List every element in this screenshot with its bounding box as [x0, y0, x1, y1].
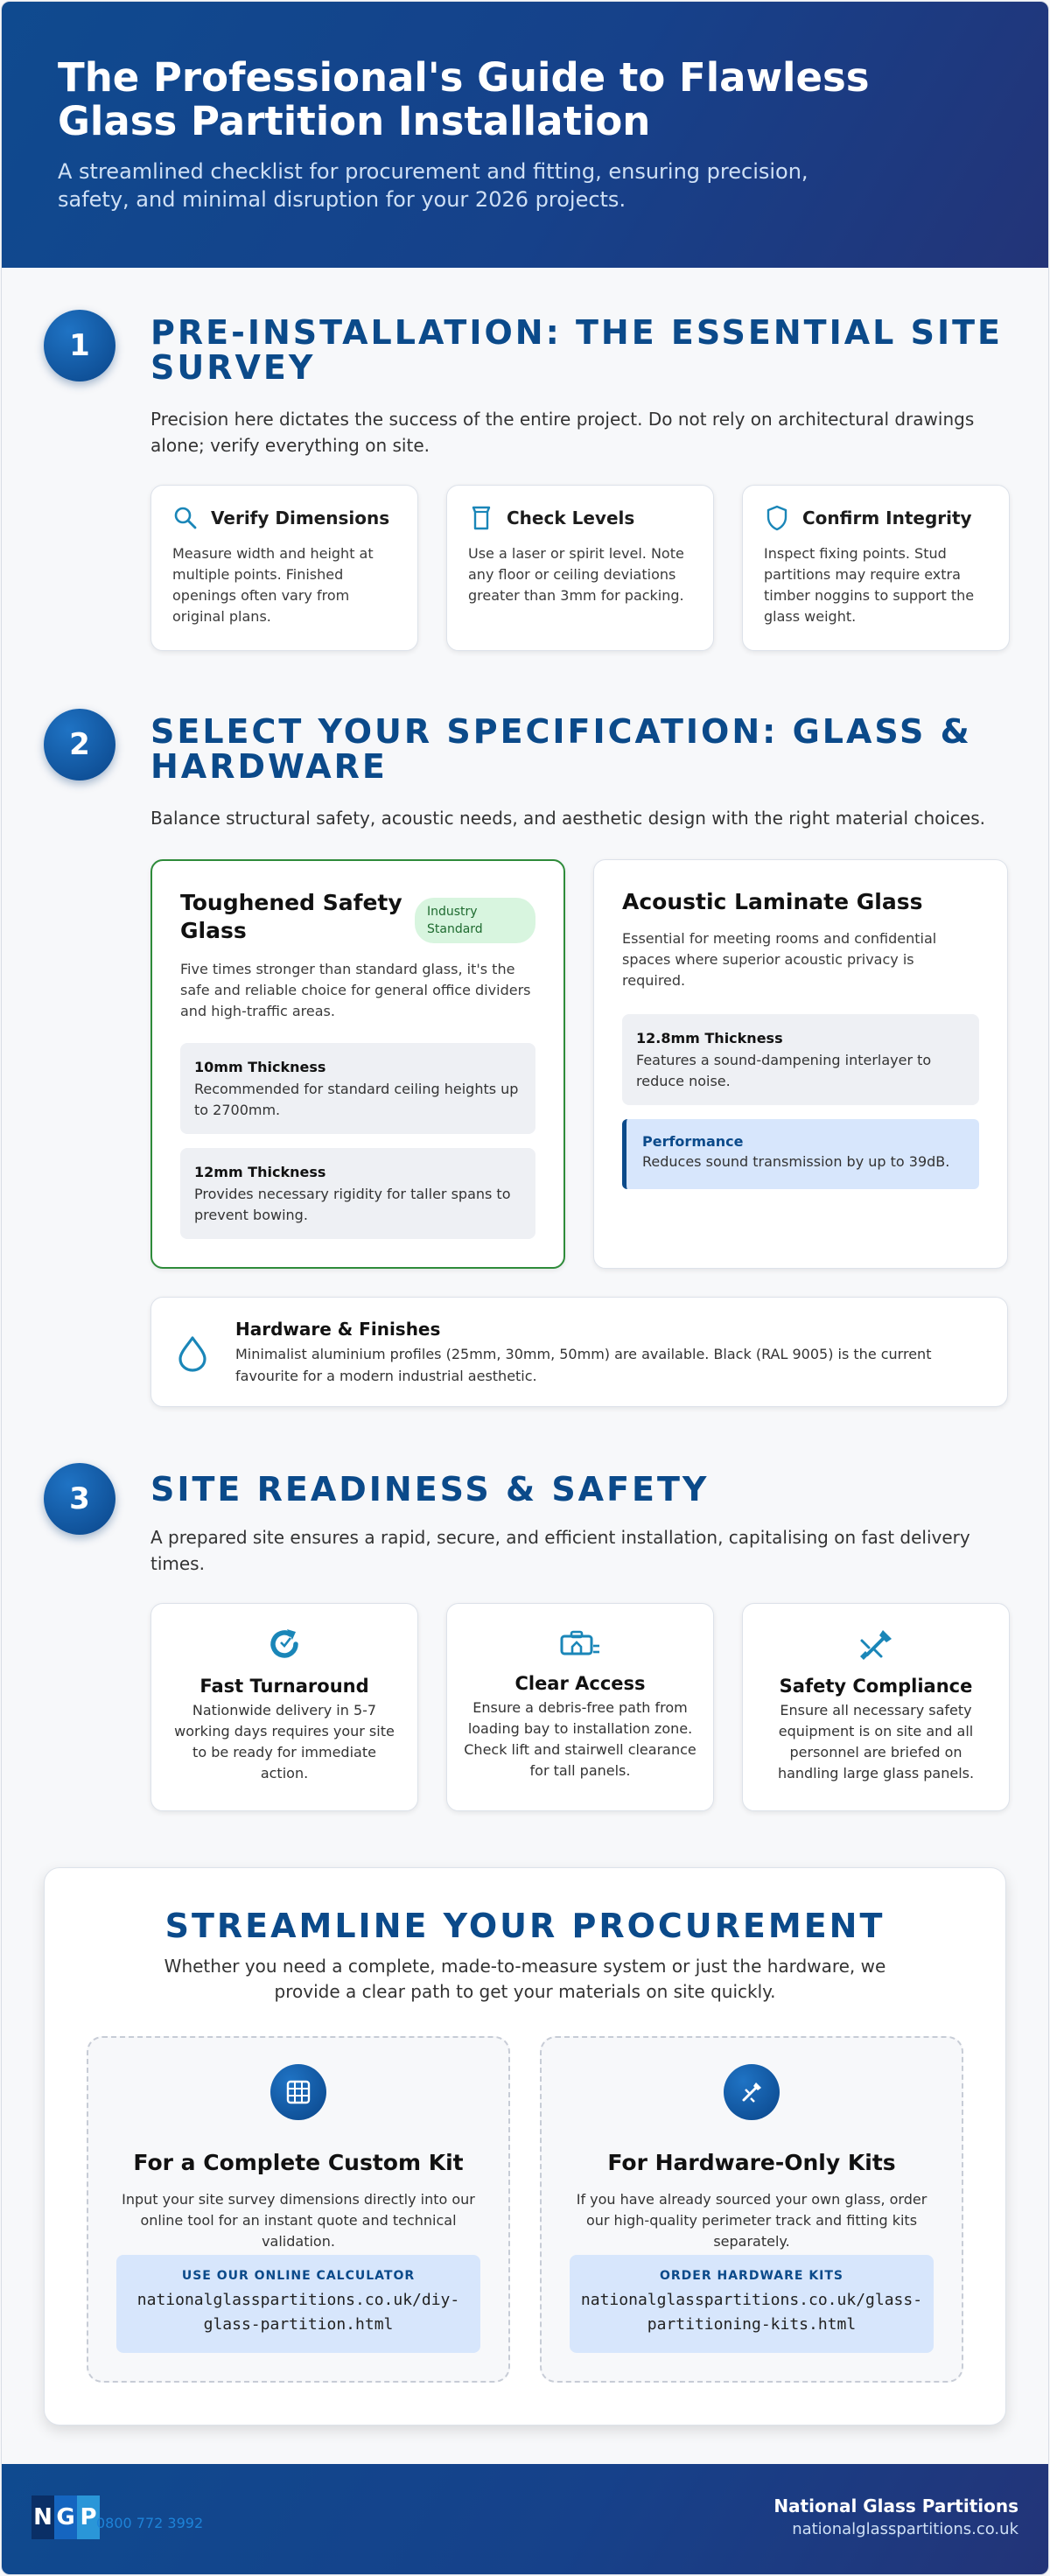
performance-label: Performance: [642, 1133, 744, 1150]
company-website[interactable]: nationalglasspartitions.co.uk: [792, 2520, 1018, 2538]
card-acoustic-glass: [593, 859, 1008, 1269]
step-number-1: 1: [44, 310, 116, 382]
card-fast-turnaround: [150, 1603, 418, 1811]
card-clear-access: [446, 1603, 714, 1811]
section-title: SELECT YOUR SPECIFICATION: GLASS & HARDWARE: [150, 712, 972, 786]
hardware-kit-panel: [540, 2036, 963, 2383]
refresh-icon: [267, 1627, 302, 1662]
cta-url[interactable]: nationalglasspartitions.co.uk/diy-glass-partition.html: [136, 2291, 460, 2334]
company-name: National Glass Partitions: [774, 2496, 1018, 2516]
shield-icon: [764, 505, 790, 531]
section-site-readiness: [44, 1463, 1006, 1813]
spec-option-label: 12mm Thickness: [194, 1164, 326, 1180]
card-body: Nationwide delivery in 5-7 working days requires your site to be ready for immediate action.: [174, 1702, 395, 1782]
card-confirm-integrity: [742, 485, 1010, 651]
level-icon: [468, 505, 494, 531]
card-title: Safety Compliance: [779, 1676, 973, 1697]
performance-callout: [622, 1119, 979, 1189]
spec-option-text: Features a sound-dampening interlayer to reduce noise.: [636, 1052, 932, 1089]
order-hardware-link[interactable]: [570, 2255, 934, 2353]
spec-option-label: 12.8mm Thickness: [636, 1030, 783, 1046]
card-body: Measure width and height at multiple points. Finished openings often vary from original plans.: [172, 545, 374, 625]
tools-icon: [857, 1627, 895, 1662]
section-description: Precision here dictates the success of the entire project. Do not rely on architectural drawings alone; verify everything on site.: [150, 409, 975, 456]
cta-label: ORDER HARDWARE KITS: [659, 2269, 844, 2283]
footer: [2, 2464, 1048, 2574]
spec-option-12-8mm: [622, 1014, 979, 1105]
procurement-title: STREAMLINE YOUR PROCUREMENT: [164, 1907, 886, 1945]
cta-url[interactable]: nationalglasspartitions.co.uk/glass-partitioning-kits.html: [580, 2291, 923, 2334]
spec-description: Five times stronger than standard glass, it's the safe and reliable choice for general office dividers and high-traffic areas.: [180, 961, 531, 1019]
card-title: Clear Access: [514, 1673, 646, 1694]
phone-number[interactable]: 0800 772 3992: [96, 2515, 204, 2531]
spec-description: Essential for meeting rooms and confidential spaces where superior acoustic privacy is required.: [622, 930, 937, 989]
drop-icon: [176, 1336, 209, 1371]
card-body: Ensure a debris-free path from loading bay to installation zone. Check lift and stairwell clearance for tall panels.: [464, 1699, 696, 1779]
spec-option-text: Recommended for standard ceiling heights up to 2700mm.: [194, 1081, 519, 1118]
footer-brand: [774, 2496, 1018, 2538]
section-specification: [44, 709, 1006, 1418]
page: [1, 1, 1049, 2575]
kit-title: For Hardware-Only Kits: [607, 2150, 896, 2175]
hardware-title: Hardware & Finishes: [235, 1319, 441, 1340]
page-subtitle: A streamlined checklist for procurement and fitting, ensuring precision, safety, and minimal disruption for your 2026 projects.: [58, 159, 808, 212]
search-icon: [172, 505, 199, 531]
industry-standard-badge: Industry Standard: [415, 898, 536, 943]
kit-body: If you have already sourced your own glass, order our high-quality perimeter track and fitting kits separately.: [576, 2191, 928, 2250]
spec-title: Toughened Safety Glass: [180, 890, 402, 943]
spec-option-text: Provides necessary rigidity for taller spans to prevent bowing.: [194, 1186, 511, 1223]
logo-letter: G: [54, 2496, 77, 2539]
procurement-panel: [44, 1867, 1006, 2426]
cta-label: USE OUR ONLINE CALCULATOR: [181, 2269, 416, 2283]
hardware-body: Minimalist aluminium profiles (25mm, 30mm, 50mm) are available. Black (RAL 9005) is the current favourite for a modern industrial aesthetic.: [235, 1346, 932, 1384]
company-logo: [32, 2496, 100, 2539]
card-verify-dimensions: [150, 485, 418, 651]
truck-icon: [559, 1627, 601, 1662]
card-hardware-finishes: [150, 1297, 1008, 1407]
logo-letter: N: [32, 2496, 54, 2539]
step-number-2: 2: [44, 709, 116, 780]
card-body: Inspect fixing points. Stud partitions may require extra timber noggins to support the glass weight.: [764, 545, 975, 625]
custom-kit-panel: [87, 2036, 510, 2383]
card-body: Use a laser or spirit level. Note any floor or ceiling deviations greater than 3mm for packing.: [468, 545, 684, 604]
card-toughened-glass: [150, 859, 565, 1269]
card-title: Confirm Integrity: [802, 508, 972, 528]
card-title: Fast Turnaround: [200, 1676, 369, 1697]
card-title: Check Levels: [507, 508, 635, 528]
card-body: Ensure all necessary safety equipment is on site and all personnel are briefed on handling large glass panels.: [777, 1702, 975, 1782]
spec-option-10mm: [180, 1043, 536, 1134]
spec-option-12mm: [180, 1148, 536, 1239]
procurement-subtitle: Whether you need a complete, made-to-measure system or just the hardware, we provide a clear path to get your materials on site quickly.: [164, 1956, 886, 2002]
section-site-survey: [44, 310, 1006, 660]
section-title: PRE-INSTALLATION: THE ESSENTIAL SITE SURVEY: [150, 313, 1003, 387]
section-description: Balance structural safety, acoustic needs, and aesthetic design with the right material choices.: [150, 808, 985, 829]
section-description: A prepared site ensures a rapid, secure, and efficient installation, capitalising on fast delivery times.: [150, 1527, 970, 1574]
page-title: The Professional's Guide to Flawless Glass Partition Installation: [58, 54, 870, 144]
card-check-levels: [446, 485, 714, 651]
performance-text: Reduces sound transmission by up to 39dB.: [642, 1153, 950, 1170]
kit-title: For a Complete Custom Kit: [133, 2150, 464, 2175]
wrench-icon: [724, 2064, 780, 2120]
calculator-icon: [270, 2064, 326, 2120]
online-calculator-link[interactable]: [116, 2255, 480, 2353]
card-title: Verify Dimensions: [211, 508, 390, 528]
logo-letter: P: [77, 2496, 100, 2539]
kit-body: Input your site survey dimensions directly into our online tool for an instant quote and technical validation.: [122, 2191, 475, 2250]
spec-option-label: 10mm Thickness: [194, 1059, 326, 1075]
card-safety-compliance: [742, 1603, 1010, 1811]
step-number-3: 3: [44, 1463, 116, 1535]
spec-title: Acoustic Laminate Glass: [622, 889, 923, 914]
hero-header: [2, 2, 1048, 268]
section-title: SITE READINESS & SAFETY: [150, 1470, 710, 1508]
